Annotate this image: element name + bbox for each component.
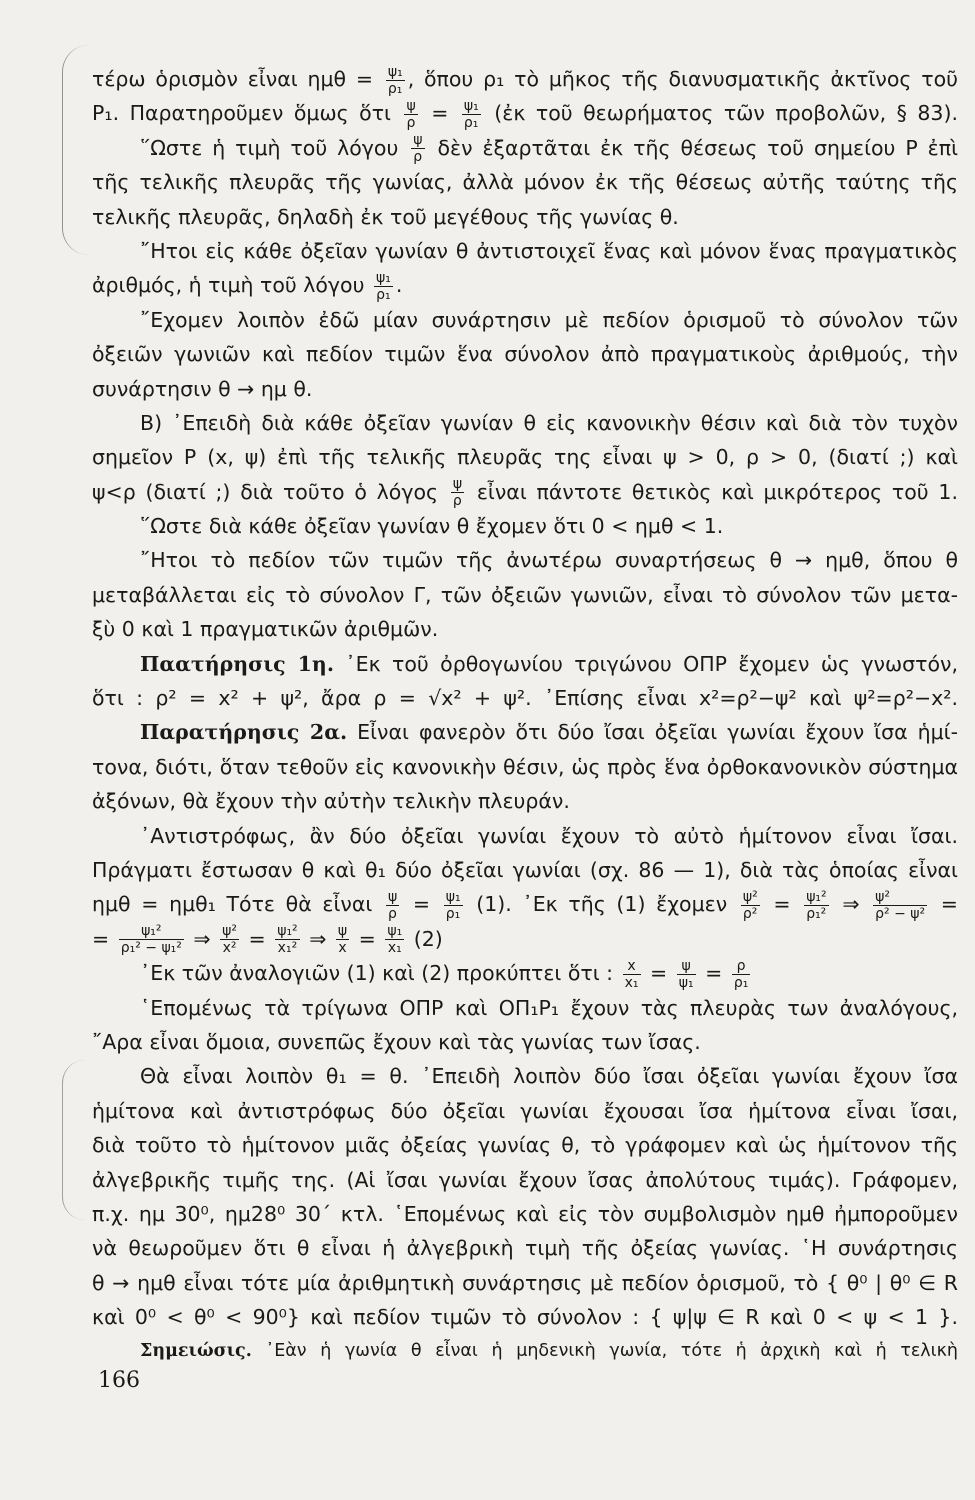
page-body (92, 62, 958, 1369)
text-line: Παρατήρησις 2α. Εἶναι φανερὸν ὅτι δύο ἴσαι ὀξεῖαι γωνίαι ἔχουν ἴσα ἡμί- (140, 720, 959, 745)
fraction: $\frac{\psi}{\rho}$ (387, 888, 398, 922)
equation-line: ᾿Εκ τῶν ἀναλογιῶν (1) καὶ (2) προκύπτει ὅτι : $\frac{x}{\text{x₁}}$ = $\frac{\psi}{\text{ψ₁}}$ = $\frac{\rho}{\text{ρ₁}}$ (140, 957, 749, 991)
fraction: $\frac{\text{ψ₁²}}{\text{ρ₁²}}$ (806, 888, 827, 922)
text-line: ἀριθμός, ἡ τιμὴ τοῦ λόγου $\frac{\text{ψ₁}}{\text{ρ₁}}$ . (92, 269, 403, 303)
text-line: ὀξειῶν γωνιῶν καὶ πεδίον τιμῶν ἕνα σύνολον ἀπὸ πραγματικοὺς ἀριθμούς, τὴν (92, 342, 958, 367)
fraction: $\frac{\rho}{\text{ρ₁}}$ (733, 957, 749, 991)
fraction: $\frac{\text{ψ₁}}{\text{x₁}}$ (387, 923, 403, 957)
remark-heading: Παρατήρησις 2α. (140, 720, 348, 745)
margin-pencil-mark (62, 1060, 85, 1220)
fraction: $\frac{\psi}{\rho}$ (406, 97, 416, 131)
margin-pencil-mark (62, 45, 89, 255)
text-line: ῞Ωστε διὰ κάθε ὀξεῖαν γωνίαν θ ἔχομεν ὅτι 0 < ημθ < 1. (140, 514, 724, 539)
note-heading: Σημειώσις. (140, 1341, 252, 1362)
fraction: $\frac{\text{ψ²}}{\text{ρ² − ψ²}}$ (875, 888, 926, 922)
text-line: ἀλγεβρικῆς τιμῆς της. (Αἱ ἴσαι γωνίαι ἔχουν ἴσας ἀπολύτους τιμάς). Γράφομεν, (92, 1167, 958, 1192)
text-line: Θὰ εἶναι λοιπὸν θ₁ = θ. ᾿Επειδὴ λοιπὸν δύο ἴσαι ὀξεῖαι γωνίαι ἔχουν ἴσα (140, 1064, 958, 1089)
text-line: Παατήρησις 1η. ᾿Εκ τοῦ ὀρθογωνίου τριγώνου ΟΠΡ ἔχομεν ὡς γνωστόν, (140, 651, 958, 676)
text-line: ἡμίτονα καὶ ἀντιστρόφως δύο ὀξεῖαι γωνίαι ἔχουσαι ἴσα ἡμίτονα εἶναι ἴσαι, (92, 1098, 958, 1123)
text-line: B) ᾿Επειδὴ διὰ κάθε ὀξεῖαν γωνίαν θ εἰς κανονικὴν θέσιν καὶ διὰ τὸν τυχὸν (140, 410, 958, 435)
fraction: $\frac{\text{ψ²}}{\text{ρ²}}$ (742, 888, 758, 922)
text-line: τῆς τελικῆς πλευρᾶς τῆς γωνίας, ἀλλὰ μόνον ἐκ τῆς θέσεως αὐτῆς ταύτης τῆς (92, 170, 958, 195)
fraction: $\frac{\text{ψ²}}{\text{x²}}$ (222, 923, 237, 957)
text-line: π.χ. ημ 30⁰, ημ28⁰ 30΄ κτλ. ῾Επομένως καὶ εἰς τὸν συμβολισμὸν ημθ ἠμποροῦμεν (92, 1201, 958, 1226)
text-line: ξὺ 0 καὶ 1 πραγματικῶν ἀριθμῶν. (92, 617, 439, 642)
text-line: σημεῖον P (x, ψ) ἐπὶ τῆς τελικῆς πλευρᾶς της εἶναι ψ > 0, ρ > 0, (διατί ;) καὶ (92, 445, 958, 470)
fraction: $\frac{\text{ψ₁}}{\text{ρ₁}}$ (375, 269, 391, 303)
page-number: 166 (98, 1368, 140, 1393)
text-line: ῎Ητοι εἰς κάθε ὀξεῖαν γωνίαν θ ἀντιστοιχεῖ ἕνας καὶ μόνον ἕνας πραγματικὸς (140, 238, 958, 263)
text-line: ψ<ρ (διατί ;) διὰ τοῦτο ὁ λόγος $\frac{\psi}{\rho}$ εἶναι πάντοτε θετικὸς καὶ μικρότερος τοῦ 1. (92, 476, 958, 510)
text-line: μεταβάλλεται εἰς τὸ σύνολον Γ, τῶν ὀξειῶν γωνιῶν, εἶναι τὸ σύνολον τῶν μετα- (92, 582, 958, 607)
fraction: $\frac{\psi}{\rho}$ (452, 476, 463, 510)
fraction: $\frac{\text{ψ₁}}{\text{ρ₁}}$ (387, 63, 403, 97)
text-line: Πράγματι ἔστωσαν θ καὶ θ₁ δύο ὀξεῖαι γωνίαι (σχ. 86 — 1), διὰ τὰς ὁποίας εἶναι (92, 857, 958, 882)
text-line: ῞Ωστε ἡ τιμὴ τοῦ λόγου $\frac{\psi}{\rho}$ δὲν ἐξαρτᾶται ἐκ τῆς θέσεως τοῦ σημείου P ἐπὶ (140, 132, 958, 166)
text-line: ῎Ητοι τὸ πεδίον τῶν τιμῶν τῆς ἀνωτέρω συναρτήσεως θ → ημθ, ὅπου θ (140, 548, 958, 573)
equation-line: ημθ = ημθ₁ Τότε θὰ εἶναι $\frac{\psi}{\rho}$ = $\frac{\text{ψ₁}}{\text{ρ₁}}$ (1). ᾿Εκ τῆς (1) ἔχομεν $\frac{\text{ψ²}}{\text{ρ²}}$ = $\frac{\text{ψ₁²}}{\text{ρ₁²}}$ ⇒ $\frac{\text{ψ²}}{\text{ρ² − ψ²}}$ = (92, 888, 958, 922)
fraction: $\frac{\psi}{\text{ψ₁}}$ (678, 957, 694, 991)
text-line: ᾿Αντιστρόφως, ἂν δύο ὀξεῖαι γωνίαι ἔχουν τὸ αὐτὸ ἡμίτονον εἶναι ἴσαι. (140, 823, 958, 848)
fraction: $\frac{\psi}{x}$ (337, 923, 348, 957)
text-line: ῎Αρα εἶναι ὅμοια, συνεπῶς ἔχουν καὶ τὰς γωνίας των ἴσας. (92, 1029, 701, 1054)
fraction: $\frac{\text{ψ₁²}}{\text{x₁²}}$ (277, 923, 298, 957)
text-line: τονα, διότι, ὅταν τεθοῦν εἰς κανονικὴν θέσιν, ὡς πρὸς ἕνα ὀρθοκανονικὸν σύστημα (92, 754, 958, 779)
remark-heading: Παατήρησις 1η. (140, 651, 334, 676)
text-line: ῎Εχομεν λοιπὸν ἐδῶ μίαν συνάρτησιν μὲ πεδίον ὁρισμοῦ τὸ σύνολον τῶν (140, 307, 958, 332)
fraction: $\frac{\text{ψ₁²}}{\text{ρ₁² − ψ₁²}}$ (120, 923, 182, 957)
equation-line: = $\frac{\text{ψ₁²}}{\text{ρ₁² − ψ₁²}}$ ⇒ $\frac{\text{ψ²}}{\text{x²}}$ = $\frac{\text{ψ₁²}}{\text{x₁²}}$ ⇒ $\frac{\psi}{x}$ = $\frac{\text{ψ₁}}{\text{x₁}}$ (2) (92, 923, 443, 957)
text-line: νὰ θεωροῦμεν ὅτι θ εἶναι ἡ ἀλγεβρικὴ τιμὴ τῆς ὀξείας γωνίας. ῾Η συνάρτησις (92, 1236, 958, 1261)
fraction: $\frac{\text{ψ₁}}{\text{ρ₁}}$ (445, 888, 461, 922)
fraction: $\frac{\psi}{\rho}$ (413, 132, 423, 166)
text-line: ἀξόνων, θὰ ἔχουν τὴν αὐτὴν τελικὴν πλευράν. (92, 789, 570, 814)
text-line: P₁. Παρατηροῦμεν ὅμως ὅτι $\frac{\psi}{\rho}$ = $\frac{\text{ψ₁}}{\text{ρ₁}}$ (ἐκ τοῦ θεωρήματος τῶν προβολῶν, § 83). (92, 97, 958, 131)
text-line: τελικῆς πλευρᾶς, δηλαδὴ ἐκ τοῦ μεγέθους τῆς γωνίας θ. (92, 204, 679, 229)
text-line: διὰ τοῦτο τὸ ἡμίτονον μιᾶς ὀξείας γωνίας θ, τὸ γράφομεν καὶ ὡς ἡμίτονον τῆς (92, 1133, 958, 1158)
text-line: συνάρτησιν θ → ημ θ. (92, 376, 313, 401)
footnote-line: Σημειώσις. ᾿Εὰν ἡ γωνία θ εἶναι ἡ μηδενικὴ γωνία, τότε ἡ ἀρχικὴ καὶ ἡ τελικὴ (140, 1341, 958, 1362)
text-line: θ → ημθ εἶναι τότε μία ἀριθμητικὴ συνάρτησις μὲ πεδίον ὁρισμοῦ, τὸ { θ⁰ | θ⁰ ∈ R (92, 1270, 958, 1295)
text-line: καὶ 0⁰ < θ⁰ < 90⁰} καὶ πεδίον τιμῶν τὸ σύνολον : { ψ|ψ ∈ R καὶ 0 < ψ < 1 }. (92, 1305, 958, 1330)
text-line: ῾Επομένως τὰ τρίγωνα ΟΠΡ καὶ ΟΠ₁Ρ₁ ἔχουν τὰς πλευρὰς των ἀναλόγους, (140, 995, 958, 1020)
fraction: $\frac{x}{\text{x₁}}$ (624, 957, 639, 991)
text-line: ὅτι : ρ² = x² + ψ², ἄρα ρ = √x² + ψ². ᾿Επίσης εἶναι x²=ρ²−ψ² καὶ ψ²=ρ²−x². (92, 686, 958, 711)
text-line: τέρω ὁρισμὸν εἶναι ημθ = $\frac{\text{ψ₁}}{\text{ρ₁}}$ , ὅπου ρ₁ τὸ μῆκος τῆς διανυσματικῆς ἀκτῖνος τοῦ (92, 63, 958, 97)
fraction: $\frac{\text{ψ₁}}{\text{ρ₁}}$ (463, 97, 479, 131)
